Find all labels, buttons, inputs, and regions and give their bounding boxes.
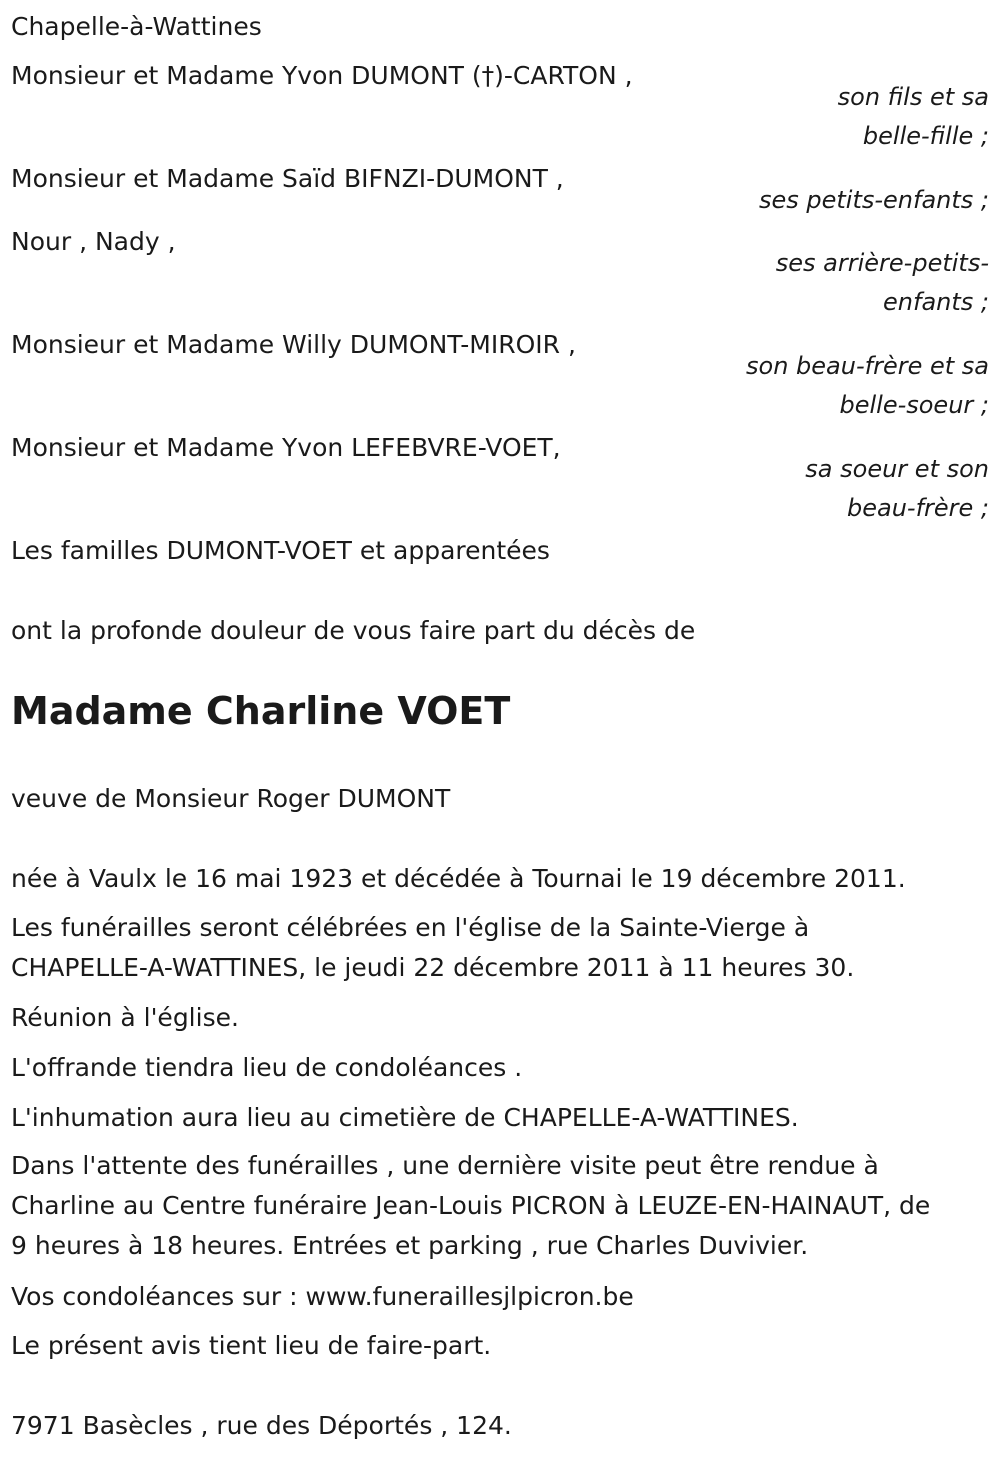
relation-line: belle-soeur ;	[839, 391, 989, 419]
announcement-text: ont la profonde douleur de vous faire part du décès de	[11, 616, 696, 645]
family-member-6-name: Les familles DUMONT-VOET et apparentées	[11, 536, 550, 565]
family-member-1-name: Monsieur et Madame Yvon DUMONT (†)-CARTON ,	[11, 61, 633, 90]
burial-info: L'inhumation aura lieu au cimetière de CHAPELLE-A-WATTINES.	[11, 1103, 799, 1132]
family-member-5-relation	[805, 450, 989, 528]
family-member-1-relation	[838, 78, 989, 156]
notice-text: Le présent avis tient lieu de faire-part.	[11, 1331, 492, 1360]
family-member-2-name: Monsieur et Madame Saïd BIFNZI-DUMONT ,	[11, 164, 564, 193]
visit-info	[11, 1146, 991, 1266]
birth-death: née à Vaulx le 16 mai 1923 et décédée à Tournai le 19 décembre 2011.	[11, 864, 906, 893]
reunion-info: Réunion à l'église.	[11, 1003, 239, 1032]
family-member-3-name: Nour , Nady ,	[11, 227, 176, 256]
funeral-line: CHAPELLE-A-WATTINES, le jeudi 22 décembre 2011 à 11 heures 30.	[11, 953, 855, 982]
relation-line: ses arrière-petits-	[775, 249, 989, 277]
widow-of: veuve de Monsieur Roger DUMONT	[11, 784, 451, 813]
funeral-line: Les funérailles seront célébrées en l'église de la Sainte-Vierge à	[11, 913, 810, 942]
relation-line: son fils et sa	[837, 83, 989, 111]
deceased-name: Madame Charline VOET	[11, 689, 511, 733]
funeral-info	[11, 908, 991, 988]
family-member-2-relation	[759, 181, 989, 220]
relation-line: enfants ;	[883, 288, 989, 316]
condolences-link[interactable]: Vos condoléances sur : www.funeraillesjlpicron.be	[11, 1282, 634, 1311]
relation-line: belle-fille ;	[862, 122, 989, 150]
relation-line: son beau-frère et sa	[746, 352, 989, 380]
location: Chapelle-à-Wattines	[11, 12, 262, 41]
visit-line: 9 heures à 18 heures. Entrées et parking , rue Charles Duvivier.	[11, 1231, 809, 1260]
family-member-4-relation	[746, 347, 989, 425]
family-member-4-name: Monsieur et Madame Willy DUMONT-MIROIR ,	[11, 330, 576, 359]
family-member-5-name: Monsieur et Madame Yvon LEFEBVRE-VOET,	[11, 433, 561, 462]
visit-line: Charline au Centre funéraire Jean-Louis PICRON à LEUZE-EN-HAINAUT, de	[11, 1191, 931, 1220]
address: 7971 Basècles , rue des Déportés , 124.	[11, 1411, 512, 1440]
visit-line: Dans l'attente des funérailles , une dernière visite peut être rendue à	[11, 1151, 879, 1180]
family-member-3-relation	[776, 244, 989, 322]
offering-info: L'offrande tiendra lieu de condoléances .	[11, 1053, 523, 1082]
relation-line: beau-frère ;	[846, 494, 989, 522]
relation-line: sa soeur et son	[805, 455, 989, 483]
relation-line: ses petits-enfants ;	[758, 186, 989, 214]
